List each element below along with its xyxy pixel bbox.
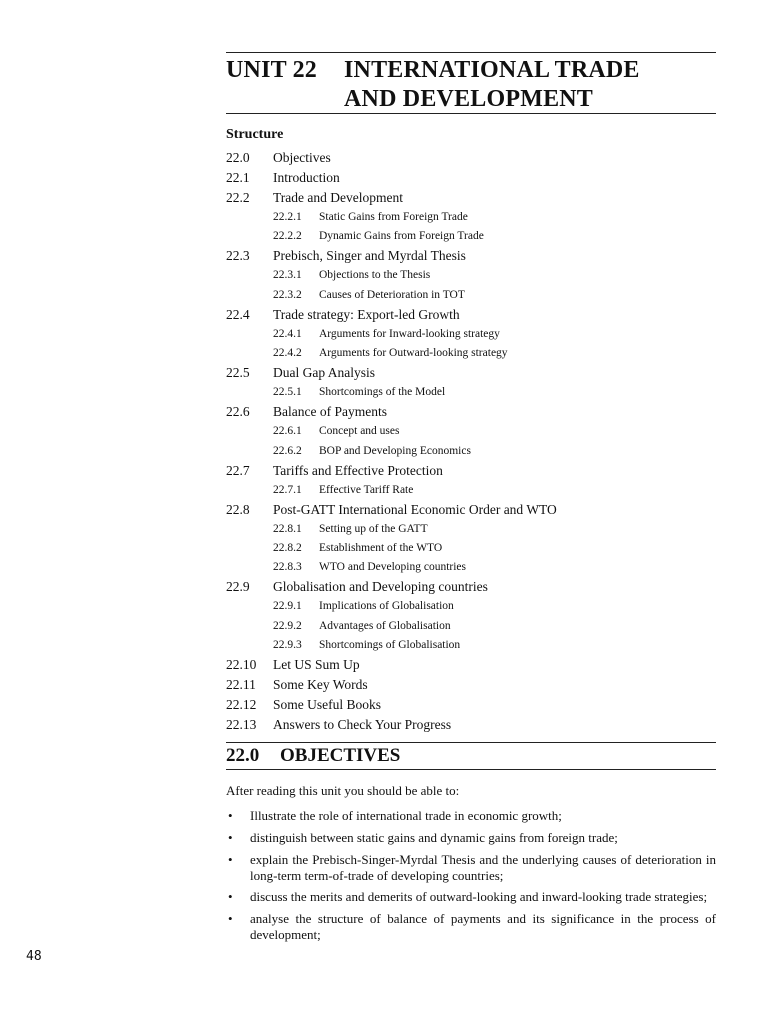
- toc-entry-title: Advantages of Globalisation: [319, 619, 451, 632]
- toc-section-entry: [226, 715, 716, 735]
- toc-entry-title: Arguments for Inward-looking strategy: [319, 327, 500, 340]
- toc-entry-title: BOP and Developing Economics: [319, 444, 471, 457]
- unit-title-line-1: INTERNATIONAL TRADE: [344, 57, 640, 83]
- toc-entry-title: Dynamic Gains from Foreign Trade: [319, 230, 484, 243]
- toc-section-entry: [226, 577, 716, 597]
- objectives-section-number: 22.0: [226, 745, 260, 766]
- toc-entry-number: 22.6.1: [273, 425, 302, 438]
- toc-entry-number: 22.7: [226, 462, 250, 478]
- toc-entry-title: Establishment of the WTO: [319, 542, 443, 555]
- toc-subsection-entry: [226, 383, 716, 402]
- unit-title-line-2: AND DEVELOPMENT: [344, 86, 594, 112]
- objective-item: [226, 911, 716, 943]
- toc-section-entry: [226, 402, 716, 422]
- toc-subsection-entry: [226, 617, 716, 636]
- toc-section-entry: [226, 363, 716, 383]
- toc-entry-number: 22.6.2: [273, 444, 302, 457]
- objectives-list: [226, 808, 716, 943]
- toc-entry-number: 22.4: [226, 306, 250, 322]
- toc-entry-title: Prebisch, Singer and Myrdal Thesis: [273, 248, 466, 264]
- toc-entry-number: 22.2.2: [273, 230, 302, 243]
- toc-entry-number: 22.9.3: [273, 638, 302, 651]
- toc-section-entry: [226, 305, 716, 325]
- objective-item: [226, 808, 716, 824]
- toc-subsection-entry: [226, 636, 716, 655]
- toc-entry-number: 22.3.2: [273, 288, 302, 301]
- toc-entry-number: 22.3.1: [273, 269, 302, 282]
- bullet-icon: •: [228, 889, 233, 904]
- toc-entry-number: 22.8.2: [273, 542, 302, 555]
- objective-text: Illustrate the role of international trade in economic growth;: [250, 808, 562, 823]
- toc-entry-number: 22.6: [226, 404, 250, 420]
- objective-text: analyse the structure of balance of payments and its significance in the process of development;: [250, 911, 716, 942]
- toc-entry-title: Some Useful Books: [273, 697, 381, 712]
- objective-text: discuss the merits and demerits of outward-looking and inward-looking trade strategies;: [250, 889, 708, 904]
- toc-subsection-entry: [226, 266, 716, 285]
- toc-entry-number: 22.10: [226, 657, 257, 672]
- page-number: 48: [26, 949, 42, 964]
- toc-entry-title: Answers to Check Your Progress: [273, 717, 452, 732]
- toc-entry-number: 22.11: [226, 677, 256, 692]
- toc-subsection-entry: [226, 539, 716, 558]
- toc-entry-title: Trade strategy: Export-led Growth: [273, 306, 460, 322]
- toc-entry-number: 22.9.2: [273, 619, 302, 632]
- toc-entry-title: Tariffs and Effective Protection: [273, 462, 443, 478]
- toc-entry-title: Globalisation and Developing countries: [273, 579, 488, 595]
- title-bottom-rule: [226, 113, 716, 114]
- toc-entry-number: 22.8.3: [273, 561, 302, 574]
- toc-entry-number: 22.8.1: [273, 522, 302, 535]
- toc-subsection-entry: [226, 286, 716, 305]
- toc-entry-number: 22.12: [226, 697, 257, 712]
- toc-entry-number: 22.4.2: [273, 346, 302, 359]
- toc-entry-number: 22.9: [226, 579, 250, 595]
- toc-entry-title: Dual Gap Analysis: [273, 365, 375, 381]
- toc-entry-title: Post-GATT International Economic Order and WTO: [273, 501, 557, 517]
- toc-section-entry: [226, 148, 716, 168]
- toc-entry-number: 22.1: [226, 170, 250, 185]
- toc-entry-title: Shortcomings of Globalisation: [319, 638, 461, 651]
- bullet-icon: •: [228, 911, 233, 926]
- toc-entry-number: 22.2: [226, 190, 250, 205]
- toc-entry-title: Balance of Payments: [273, 404, 387, 420]
- objective-item: [226, 852, 716, 884]
- toc-section-entry: [226, 188, 716, 208]
- toc-entry-number: 22.4.1: [273, 327, 302, 340]
- toc-entry-title: Implications of Globalisation: [319, 600, 454, 613]
- unit-title: [226, 56, 716, 114]
- toc-subsection-entry: [226, 442, 716, 461]
- toc-entry-title: Some Key Words: [273, 677, 368, 692]
- toc-subsection-entry: [226, 597, 716, 616]
- toc-entry-number: 22.5.1: [273, 386, 302, 399]
- toc-entry-title: Objectives: [273, 150, 331, 165]
- toc-subsection-entry: [226, 481, 716, 500]
- toc-entry-number: 22.5: [226, 365, 250, 381]
- objectives-intro: After reading this unit you should be able to:: [226, 783, 460, 798]
- toc-entry-number: 22.13: [226, 717, 257, 732]
- top-rule: [226, 52, 716, 53]
- toc-subsection-entry: [226, 422, 716, 441]
- toc-entry-title: Setting up of the GATT: [319, 522, 428, 535]
- toc-section-entry: [226, 246, 716, 266]
- toc-entry-number: 22.7.1: [273, 483, 302, 496]
- structure-heading: Structure: [226, 127, 284, 142]
- toc-entry-number: 22.3: [226, 248, 250, 264]
- toc-entry-title: Let US Sum Up: [273, 657, 360, 672]
- toc-entry-number: 22.0: [226, 150, 250, 165]
- objectives-heading: [226, 744, 716, 768]
- toc-entry-title: Trade and Development: [273, 190, 403, 205]
- toc-subsection-entry: [226, 208, 716, 227]
- toc-entry-title: Concept and uses: [319, 425, 400, 438]
- toc-section-entry: [226, 655, 716, 675]
- bullet-icon: •: [228, 852, 233, 867]
- toc-entry-title: WTO and Developing countries: [319, 561, 467, 574]
- unit-number: UNIT 22: [226, 57, 317, 83]
- toc-entry-title: Objections to the Thesis: [319, 269, 431, 282]
- toc-subsection-entry: [226, 227, 716, 246]
- toc-section-entry: [226, 461, 716, 481]
- objective-item: [226, 889, 716, 905]
- objective-text: distinguish between static gains and dynamic gains from foreign trade;: [250, 830, 618, 845]
- objective-text: explain the Prebisch-Singer-Myrdal Thesis and the underlying causes of deterioration in long-term term-of-trade of developing countries;: [250, 852, 716, 883]
- toc-entry-number: 22.9.1: [273, 600, 302, 613]
- toc-section-entry: [226, 500, 716, 520]
- objectives-section-title: OBJECTIVES: [280, 745, 401, 766]
- table-of-contents: [226, 148, 716, 735]
- toc-entry-number: 22.8: [226, 501, 250, 517]
- toc-subsection-entry: [226, 558, 716, 577]
- objective-item: [226, 830, 716, 846]
- objectives-bottom-rule: [226, 769, 716, 770]
- bullet-icon: •: [228, 830, 233, 845]
- toc-subsection-entry: [226, 344, 716, 363]
- objectives-top-rule: [226, 742, 716, 743]
- toc-entry-title: Causes of Deterioration in TOT: [319, 288, 465, 301]
- toc-subsection-entry: [226, 325, 716, 344]
- toc-section-entry: [226, 695, 716, 715]
- toc-entry-title: Shortcomings of the Model: [319, 386, 446, 399]
- toc-entry-title: Introduction: [273, 170, 340, 185]
- toc-entry-title: Static Gains from Foreign Trade: [319, 211, 468, 223]
- toc-entry-number: 22.2.1: [273, 211, 302, 223]
- toc-entry-title: Effective Tariff Rate: [319, 483, 414, 496]
- toc-entry-title: Arguments for Outward-looking strategy: [319, 346, 508, 359]
- toc-section-entry: [226, 168, 716, 188]
- toc-subsection-entry: [226, 520, 716, 539]
- bullet-icon: •: [228, 808, 233, 823]
- toc-section-entry: [226, 675, 716, 695]
